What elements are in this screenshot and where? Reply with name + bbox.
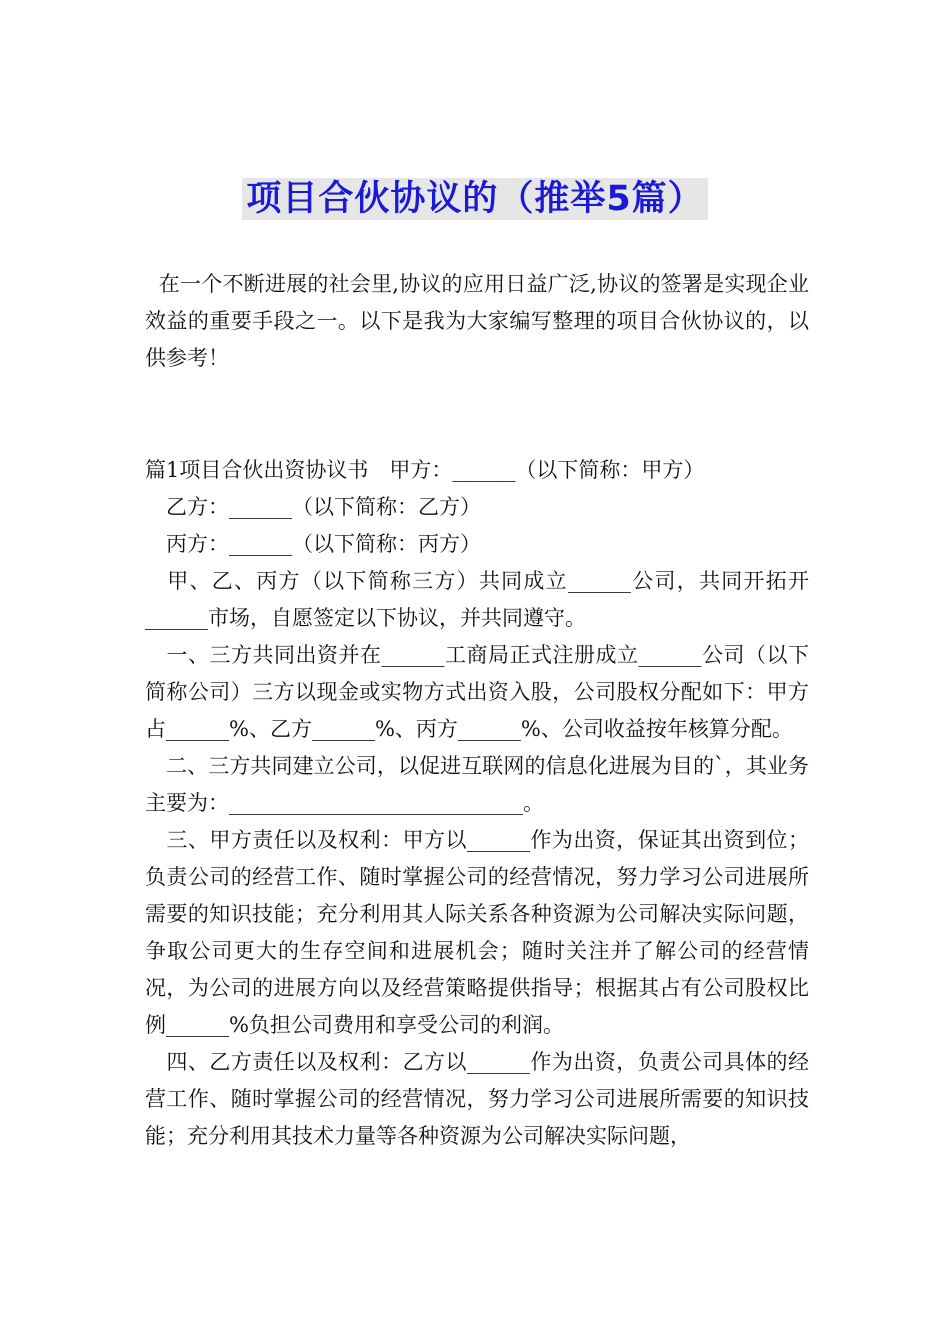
intro-paragraph: 在一个不断进展的社会里,协议的应用日益广泛,协议的签署是实现企业效益的重要手段之一。以下是我为大家编写整理的项目合伙协议的，以供参考！: [145, 272, 809, 370]
document-body: [145, 266, 809, 1155]
paragraph-clause-4: 四、乙方责任以及权利：乙方以______作为出资，负责公司具体的经营工作、随时掌握公司的经营情况，努力学习公司进展所需要的知识技能；充分利用其技术力量等各种资源为公司解决实际问题，: [145, 1050, 809, 1148]
document-title: 项目合伙协议的（推举5篇）: [242, 178, 707, 220]
title-container: [0, 178, 950, 220]
paragraph-article-heading: 篇1项目合伙出资协议书 甲方：______（以下简称：甲方）: [145, 458, 705, 482]
paragraph-party-b: 乙方：______（以下简称：乙方）: [145, 495, 481, 519]
paragraph-preamble: 甲、乙、丙方（以下简称三方）共同成立______公司，共同开拓开______市场，自愿签定以下协议，并共同遵守。: [145, 569, 809, 630]
paragraph-clause-3: 三、甲方责任以及权利：甲方以______作为出资，保证其出资到位；负责公司的经营工作、随时掌握公司的经营情况，努力学习公司进展所需要的知识技能；充分利用其人际关系各种资源为公司解决实际问题，争取公司更大的生存空间和进展机会；随时关注并了解公司的经营情况，为公司的进展方向以及经营策略提供指导；根据其占有公司股权比例______%负担公司费用和享受公司的利润。: [145, 828, 809, 1037]
section-gap: [145, 377, 809, 452]
paragraph-party-c: 丙方：______（以下简称：丙方）: [145, 532, 481, 556]
paragraph-clause-1: 一、三方共同出资并在______工商局正式注册成立______公司（以下简称公司）三方以现金或实物方式出资入股，公司股权分配如下：甲方占______%、乙方______%、丙方______%、公司收益按年核算分配。: [145, 643, 809, 741]
paragraph-clause-2: 二、三方共同建立公司，以促进互联网的信息化进展为目的`，其业务主要为：____________________________。: [145, 754, 809, 815]
